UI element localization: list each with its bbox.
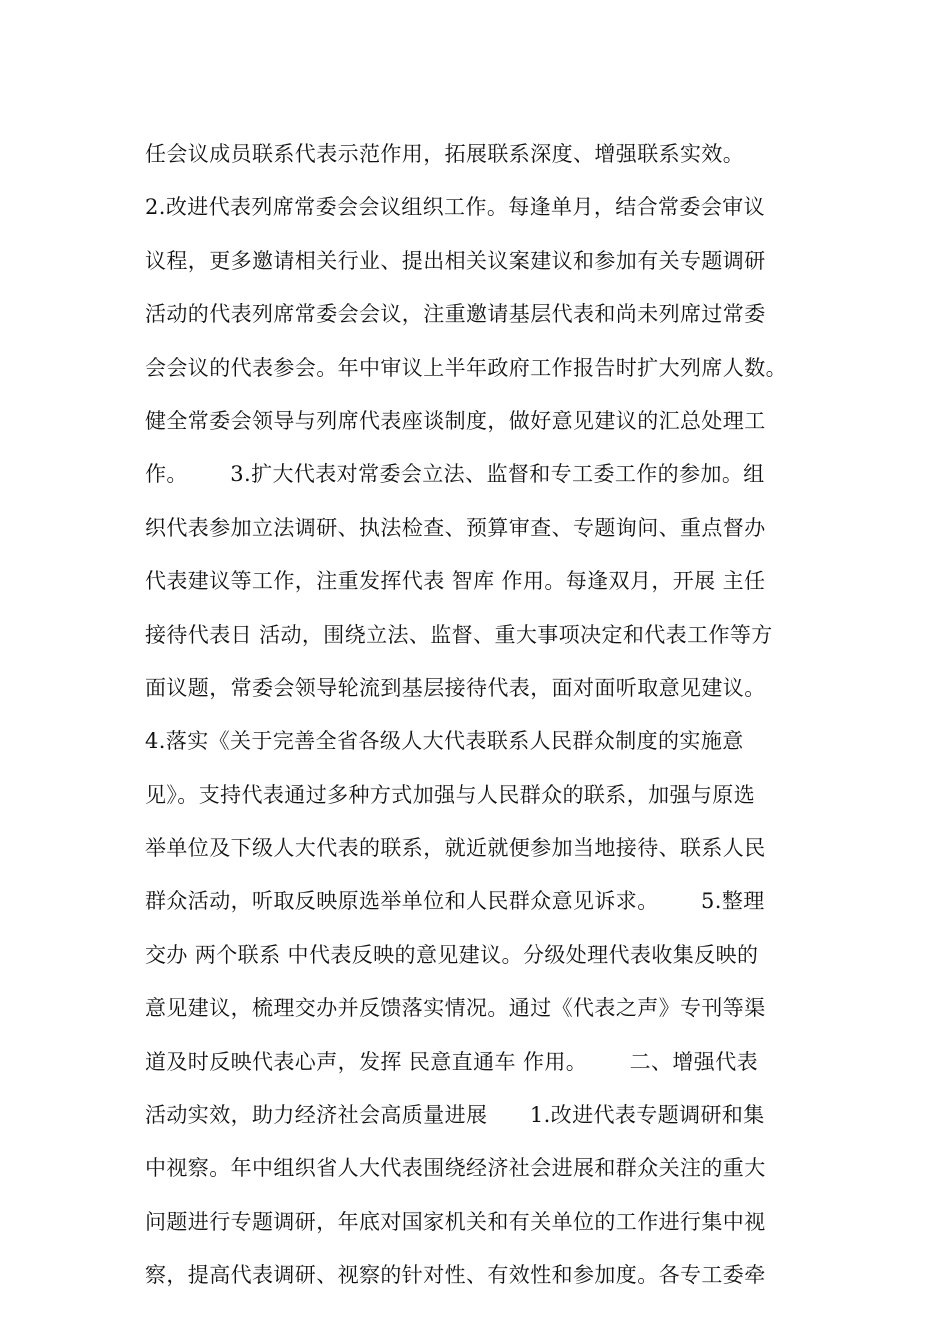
text-line: 作。 3.扩大代表对常委会立法、监督和专工委工作的参加。组 xyxy=(145,462,765,487)
text-line: 群众活动，听取反映原选举单位和人民群众意见诉求。 5.整理 xyxy=(145,889,765,914)
body-text xyxy=(145,128,825,1303)
text-line: 道及时反映代表心声，发挥 民意直通车 作用。 二、增强代表 xyxy=(145,1049,758,1074)
text-line: 交办 两个联系 中代表反映的意见建议。分级处理代表收集反映的 xyxy=(145,942,759,967)
text-line: 4.落实《关于完善全省各级人大代表联系人民群众制度的实施意 xyxy=(145,729,744,754)
text-line: 会会议的代表参会。年中审议上半年政府工作报告时扩大列席人数。 xyxy=(145,355,787,380)
text-line: 察，提高代表调研、视察的针对性、有效性和参加度。各专工委牵 xyxy=(145,1263,766,1288)
text-line: 见》。支持代表通过多种方式加强与人民群众的联系，加强与原选 xyxy=(145,782,756,807)
text-line: 意见建议，梳理交办并反馈落实情况。通过《代表之声》专刊等渠 xyxy=(145,996,766,1021)
text-line: 面议题，常委会领导轮流到基层接待代表，面对面听取意见建议。 xyxy=(145,675,766,700)
text-line: 健全常委会领导与列席代表座谈制度，做好意见建议的汇总处理工 xyxy=(145,408,766,433)
text-line: 活动的代表列席常委会会议，注重邀请基层代表和尚未列席过常委 xyxy=(145,302,766,327)
text-line: 问题进行专题调研，年底对国家机关和有关单位的工作进行集中视 xyxy=(145,1209,766,1234)
text-line: 代表建议等工作，注重发挥代表 智库 作用。每逢双月，开展 主任 xyxy=(145,569,766,594)
text-line: 2.改进代表列席常委会会议组织工作。每逢单月，结合常委会审议 xyxy=(145,195,766,220)
text-line: 议程，更多邀请相关行业、提出相关议案建议和参加有关专题调研 xyxy=(145,248,766,273)
text-line: 举单位及下级人大代表的联系，就近就便参加当地接待、联系人民 xyxy=(145,836,766,861)
text-line: 任会议成员联系代表示范作用，拓展联系深度、增强联系实效。 xyxy=(145,142,745,166)
text-line: 接待代表日 活动，围绕立法、监督、重大事项决定和代表工作等方 xyxy=(145,622,773,647)
text-line: 织代表参加立法调研、执法检查、预算审查、专题询问、重点督办 xyxy=(145,515,766,540)
text-line: 中视察。年中组织省人大代表围绕经济社会进展和群众关注的重大 xyxy=(145,1156,766,1181)
text-line: 活动实效，助力经济社会高质量进展 1.改进代表专题调研和集 xyxy=(145,1103,765,1128)
